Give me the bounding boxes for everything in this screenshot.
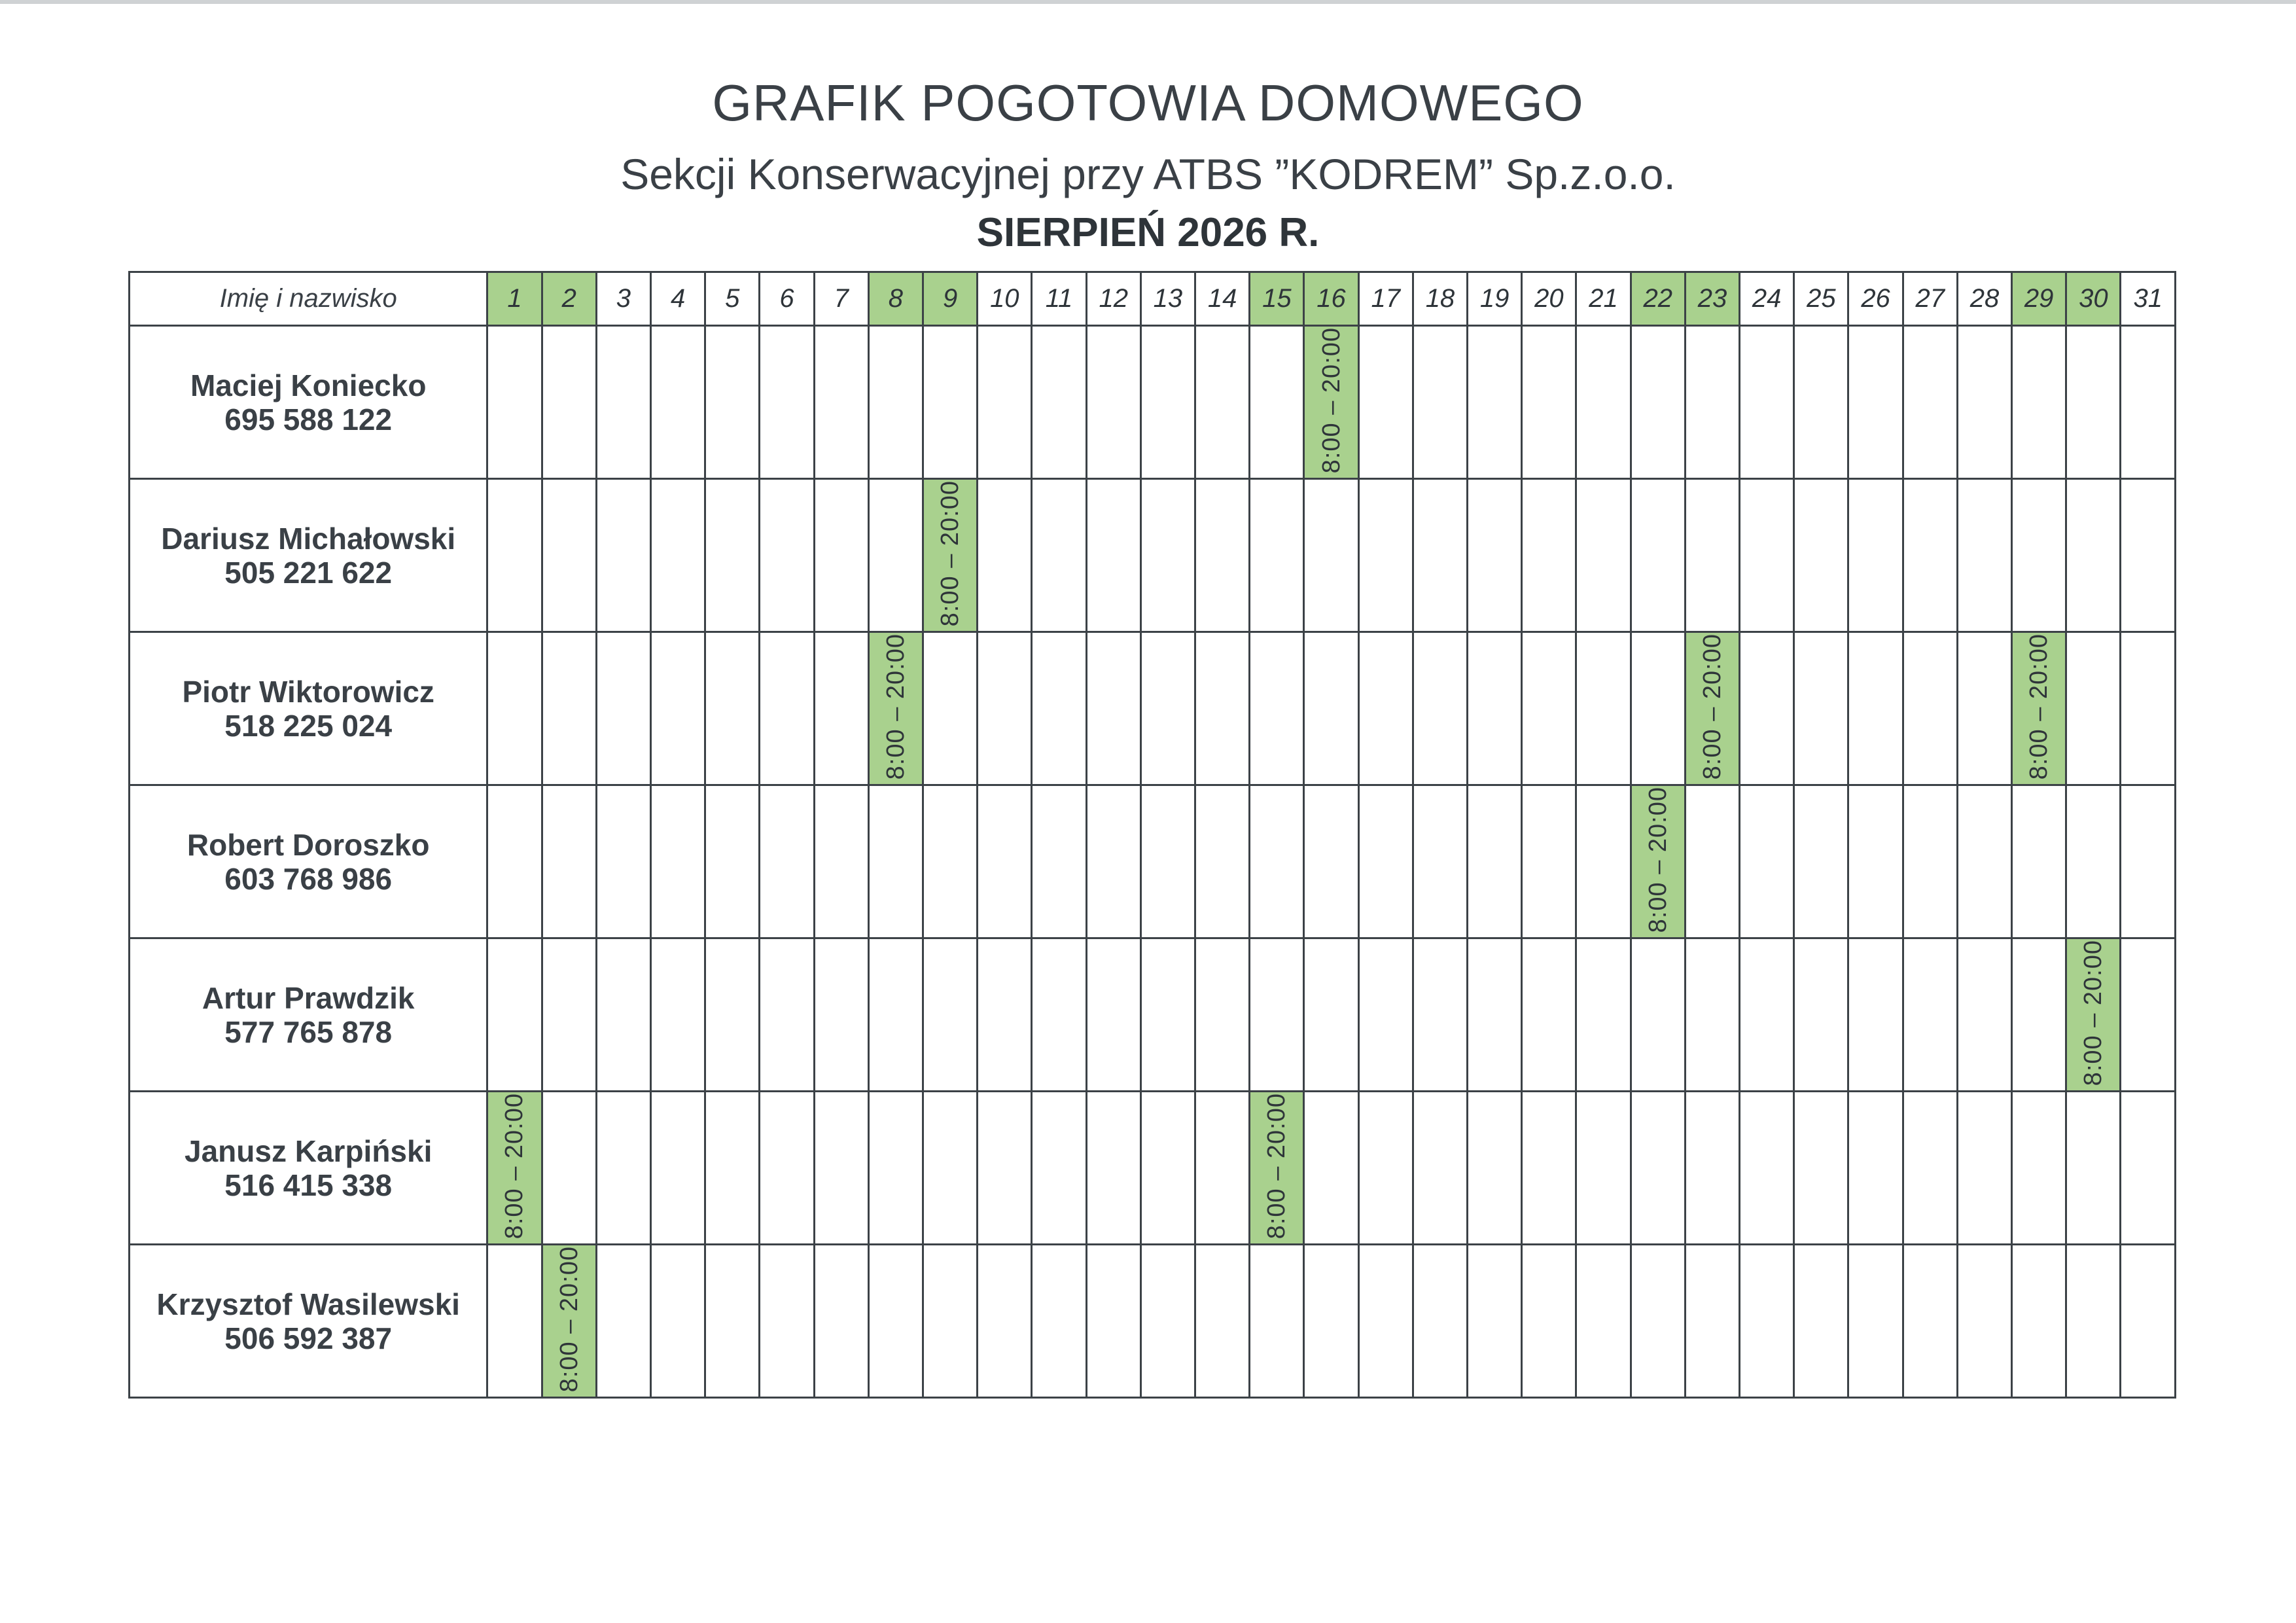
- day-cell: [760, 785, 814, 938]
- day-header-31: 31: [2121, 272, 2176, 326]
- day-cell: [1413, 326, 1467, 479]
- day-cell: [1358, 785, 1413, 938]
- day-cell: [1086, 785, 1140, 938]
- day-cell: [651, 632, 705, 785]
- person-name: Artur Prawdzik: [202, 980, 415, 1015]
- day-header-5: 5: [705, 272, 760, 326]
- page-top-border: [0, 0, 2296, 4]
- day-cell: [1740, 479, 1794, 632]
- day-cell: [542, 785, 596, 938]
- day-cell: [2066, 632, 2121, 785]
- day-header-7: 7: [814, 272, 868, 326]
- day-cell: [1358, 1092, 1413, 1245]
- person-phone: 505 221 622: [224, 555, 393, 590]
- day-cell: [814, 479, 868, 632]
- person-cell: [130, 785, 487, 938]
- day-cell: [1957, 1245, 2011, 1398]
- duty-cell: [2066, 938, 2121, 1092]
- day-cell: [1848, 785, 1903, 938]
- day-cell: [651, 785, 705, 938]
- day-cell: [2121, 1245, 2176, 1398]
- day-cell: [1631, 326, 1685, 479]
- day-cell: [978, 326, 1032, 479]
- day-cell: [1250, 938, 1304, 1092]
- day-cell: [1631, 479, 1685, 632]
- day-cell: [760, 326, 814, 479]
- day-cell: [1848, 1092, 1903, 1245]
- day-cell: [1032, 1245, 1086, 1398]
- table-row: [130, 1092, 2176, 1245]
- day-cell: [1794, 938, 1848, 1092]
- day-cell: [1304, 1092, 1358, 1245]
- day-cell: [814, 938, 868, 1092]
- day-header-17: 17: [1358, 272, 1413, 326]
- day-cell: [1032, 479, 1086, 632]
- duty-cell: [487, 1092, 542, 1245]
- day-cell: [2121, 938, 2176, 1092]
- person-phone: 518 225 024: [224, 708, 393, 743]
- day-cell: [1903, 326, 1957, 479]
- duty-hours: 8:00 – 20:00: [1263, 1093, 1291, 1240]
- day-cell: [1685, 1092, 1739, 1245]
- day-cell: [1468, 938, 1522, 1092]
- person-name: Dariusz Michałowski: [161, 521, 456, 556]
- duty-hours: 8:00 – 20:00: [501, 1093, 529, 1240]
- day-cell: [1848, 326, 1903, 479]
- day-cell: [1957, 632, 2011, 785]
- day-cell: [760, 632, 814, 785]
- day-cell: [1140, 1245, 1195, 1398]
- day-cell: [1903, 479, 1957, 632]
- day-header-3: 3: [596, 272, 650, 326]
- duty-hours: 8:00 – 20:00: [555, 1246, 583, 1393]
- day-cell: [1304, 632, 1358, 785]
- day-cell: [1957, 479, 2011, 632]
- day-cell: [1086, 1092, 1140, 1245]
- duty-cell: [542, 1245, 596, 1398]
- day-header-10: 10: [978, 272, 1032, 326]
- day-cell: [1032, 785, 1086, 938]
- day-cell: [760, 479, 814, 632]
- day-header-22: 22: [1631, 272, 1685, 326]
- day-cell: [487, 1245, 542, 1398]
- day-cell: [1848, 479, 1903, 632]
- day-cell: [868, 479, 923, 632]
- person-cell: [130, 1092, 487, 1245]
- day-cell: [1957, 938, 2011, 1092]
- day-cell: [814, 326, 868, 479]
- day-cell: [2066, 1092, 2121, 1245]
- person-cell: [130, 326, 487, 479]
- day-cell: [1140, 785, 1195, 938]
- day-cell: [978, 632, 1032, 785]
- day-cell: [2066, 1245, 2121, 1398]
- duty-hours: 8:00 – 20:00: [1317, 327, 1345, 474]
- duty-cell: [1631, 785, 1685, 938]
- day-cell: [760, 1245, 814, 1398]
- table-row: [130, 632, 2176, 785]
- day-cell: [1631, 1092, 1685, 1245]
- day-cell: [1522, 632, 1576, 785]
- day-cell: [1794, 479, 1848, 632]
- day-cell: [1957, 785, 2011, 938]
- day-cell: [1413, 938, 1467, 1092]
- day-cell: [1195, 785, 1250, 938]
- day-header-13: 13: [1140, 272, 1195, 326]
- header-row: [130, 272, 2176, 326]
- day-header-18: 18: [1413, 272, 1467, 326]
- day-cell: [1522, 1092, 1576, 1245]
- duty-cell: [1685, 632, 1739, 785]
- day-cell: [705, 785, 760, 938]
- day-header-27: 27: [1903, 272, 1957, 326]
- day-cell: [487, 632, 542, 785]
- day-cell: [542, 938, 596, 1092]
- day-cell: [1413, 1092, 1467, 1245]
- person-phone: 577 765 878: [224, 1014, 393, 1049]
- duty-hours: 8:00 – 20:00: [936, 480, 964, 627]
- day-header-23: 23: [1685, 272, 1739, 326]
- day-cell: [542, 632, 596, 785]
- day-cell: [1903, 1245, 1957, 1398]
- day-cell: [868, 938, 923, 1092]
- day-cell: [2012, 326, 2066, 479]
- day-cell: [2121, 479, 2176, 632]
- day-cell: [1032, 632, 1086, 785]
- day-cell: [1468, 785, 1522, 938]
- day-cell: [923, 632, 978, 785]
- day-cell: [978, 785, 1032, 938]
- day-cell: [2012, 1245, 2066, 1398]
- day-cell: [1468, 479, 1522, 632]
- duty-cell: [923, 479, 978, 632]
- day-cell: [1358, 326, 1413, 479]
- schedule-month: SIERPIEŃ 2026 R.: [976, 210, 1320, 255]
- day-cell: [596, 479, 650, 632]
- day-header-21: 21: [1576, 272, 1631, 326]
- person-name: Maciej Koniecko: [190, 368, 427, 402]
- day-cell: [705, 938, 760, 1092]
- schedule-body: [130, 326, 2176, 1398]
- person-cell: [130, 938, 487, 1092]
- table-row: [130, 938, 2176, 1092]
- duty-hours: 8:00 – 20:00: [1644, 787, 1672, 933]
- day-cell: [1195, 632, 1250, 785]
- day-cell: [1794, 785, 1848, 938]
- person-name: Krzysztof Wasilewski: [156, 1287, 460, 1321]
- day-cell: [1358, 479, 1413, 632]
- day-header-16: 16: [1304, 272, 1358, 326]
- day-cell: [542, 1092, 596, 1245]
- day-cell: [2121, 785, 2176, 938]
- day-cell: [1576, 785, 1631, 938]
- day-cell: [978, 479, 1032, 632]
- day-cell: [868, 326, 923, 479]
- day-cell: [705, 479, 760, 632]
- day-cell: [1848, 632, 1903, 785]
- table-row: [130, 1245, 2176, 1398]
- day-cell: [814, 785, 868, 938]
- day-cell: [705, 1092, 760, 1245]
- day-cell: [1086, 1245, 1140, 1398]
- day-header-6: 6: [760, 272, 814, 326]
- day-cell: [978, 1245, 1032, 1398]
- day-cell: [1957, 1092, 2011, 1245]
- day-cell: [814, 1245, 868, 1398]
- day-cell: [2121, 632, 2176, 785]
- day-cell: [923, 785, 978, 938]
- day-cell: [1685, 785, 1739, 938]
- page-subtitle: Sekcji Konserwacyjnej przy ATBS ”KODREM” Sp.z.o.o.: [620, 150, 1676, 198]
- day-cell: [1140, 479, 1195, 632]
- day-cell: [487, 326, 542, 479]
- day-cell: [487, 479, 542, 632]
- person-phone: 506 592 387: [224, 1321, 393, 1355]
- day-cell: [1250, 326, 1304, 479]
- day-cell: [1740, 938, 1794, 1092]
- day-cell: [923, 1245, 978, 1398]
- day-cell: [1140, 1092, 1195, 1245]
- duty-hours: 8:00 – 20:00: [2079, 940, 2108, 1086]
- day-cell: [2066, 326, 2121, 479]
- day-cell: [1576, 938, 1631, 1092]
- day-header-12: 12: [1086, 272, 1140, 326]
- day-header-24: 24: [1740, 272, 1794, 326]
- duty-cell: [2012, 632, 2066, 785]
- duty-schedule-table: [128, 271, 2176, 1399]
- day-cell: [760, 1092, 814, 1245]
- day-cell: [1304, 785, 1358, 938]
- day-cell: [1794, 1245, 1848, 1398]
- day-cell: [1522, 785, 1576, 938]
- day-header-9: 9: [923, 272, 978, 326]
- day-cell: [1468, 632, 1522, 785]
- day-cell: [1685, 479, 1739, 632]
- day-cell: [596, 1245, 650, 1398]
- person-name: Janusz Karpiński: [185, 1133, 433, 1168]
- day-cell: [2012, 938, 2066, 1092]
- day-cell: [2066, 785, 2121, 938]
- day-cell: [1413, 1245, 1467, 1398]
- day-header-20: 20: [1522, 272, 1576, 326]
- day-cell: [1032, 326, 1086, 479]
- day-cell: [596, 632, 650, 785]
- day-cell: [1304, 938, 1358, 1092]
- day-cell: [2121, 326, 2176, 479]
- day-cell: [814, 632, 868, 785]
- day-cell: [868, 1092, 923, 1245]
- day-cell: [1631, 938, 1685, 1092]
- day-cell: [1086, 938, 1140, 1092]
- person-cell: [130, 479, 487, 632]
- day-cell: [2012, 479, 2066, 632]
- day-header-30: 30: [2066, 272, 2121, 326]
- day-cell: [1903, 785, 1957, 938]
- day-cell: [1903, 938, 1957, 1092]
- day-cell: [1794, 326, 1848, 479]
- day-cell: [1740, 1092, 1794, 1245]
- duty-hours: 8:00 – 20:00: [2025, 633, 2053, 780]
- day-cell: [487, 938, 542, 1092]
- day-cell: [1086, 632, 1140, 785]
- day-cell: [1358, 1245, 1413, 1398]
- day-cell: [1794, 1092, 1848, 1245]
- day-cell: [651, 1245, 705, 1398]
- day-cell: [1903, 1092, 1957, 1245]
- day-cell: [1304, 1245, 1358, 1398]
- day-header-19: 19: [1468, 272, 1522, 326]
- day-cell: [1740, 326, 1794, 479]
- day-cell: [1358, 632, 1413, 785]
- day-cell: [1250, 632, 1304, 785]
- day-cell: [1140, 632, 1195, 785]
- day-cell: [651, 326, 705, 479]
- day-cell: [1522, 1245, 1576, 1398]
- day-cell: [1685, 938, 1739, 1092]
- day-cell: [1195, 938, 1250, 1092]
- person-name: Robert Doroszko: [186, 827, 430, 862]
- day-cell: [1304, 479, 1358, 632]
- day-cell: [1468, 326, 1522, 479]
- day-cell: [1631, 632, 1685, 785]
- day-cell: [1250, 785, 1304, 938]
- day-header-14: 14: [1195, 272, 1250, 326]
- day-header-2: 2: [542, 272, 596, 326]
- day-cell: [923, 1092, 978, 1245]
- day-header-8: 8: [868, 272, 923, 326]
- day-cell: [1685, 1245, 1739, 1398]
- duty-cell: [1250, 1092, 1304, 1245]
- duty-cell: [1304, 326, 1358, 479]
- day-cell: [542, 326, 596, 479]
- day-cell: [596, 1092, 650, 1245]
- day-header-1: 1: [487, 272, 542, 326]
- day-cell: [760, 938, 814, 1092]
- day-cell: [1195, 326, 1250, 479]
- day-cell: [1576, 632, 1631, 785]
- person-cell: [130, 632, 487, 785]
- day-cell: [487, 785, 542, 938]
- day-header-15: 15: [1250, 272, 1304, 326]
- day-header-25: 25: [1794, 272, 1848, 326]
- day-cell: [1903, 632, 1957, 785]
- day-cell: [2012, 1092, 2066, 1245]
- day-cell: [868, 1245, 923, 1398]
- person-name: Piotr Wiktorowicz: [182, 674, 434, 709]
- day-cell: [1250, 479, 1304, 632]
- day-cell: [1740, 1245, 1794, 1398]
- day-cell: [978, 1092, 1032, 1245]
- day-cell: [705, 632, 760, 785]
- day-cell: [1195, 1092, 1250, 1245]
- day-cell: [1522, 326, 1576, 479]
- day-header-4: 4: [651, 272, 705, 326]
- day-cell: [1848, 1245, 1903, 1398]
- duty-hours: 8:00 – 20:00: [881, 633, 910, 780]
- day-cell: [1032, 938, 1086, 1092]
- name-column-header: Imię i nazwisko: [130, 272, 487, 326]
- day-cell: [1086, 326, 1140, 479]
- day-cell: [1358, 938, 1413, 1092]
- day-cell: [1631, 1245, 1685, 1398]
- day-cell: [1576, 479, 1631, 632]
- day-cell: [705, 1245, 760, 1398]
- day-cell: [923, 326, 978, 479]
- day-cell: [651, 1092, 705, 1245]
- day-cell: [2066, 479, 2121, 632]
- page-title: GRAFIK POGOTOWIA DOMOWEGO: [712, 74, 1584, 132]
- day-cell: [814, 1092, 868, 1245]
- day-cell: [923, 938, 978, 1092]
- person-phone: 516 415 338: [224, 1168, 393, 1202]
- day-cell: [1522, 938, 1576, 1092]
- day-cell: [1468, 1245, 1522, 1398]
- day-header-28: 28: [1957, 272, 2011, 326]
- day-cell: [1140, 326, 1195, 479]
- table-row: [130, 785, 2176, 938]
- day-header-29: 29: [2012, 272, 2066, 326]
- day-cell: [868, 785, 923, 938]
- day-cell: [1576, 1245, 1631, 1398]
- day-cell: [1957, 326, 2011, 479]
- day-cell: [596, 785, 650, 938]
- day-cell: [1195, 479, 1250, 632]
- day-cell: [1794, 632, 1848, 785]
- day-cell: [1413, 785, 1467, 938]
- day-cell: [1413, 479, 1467, 632]
- day-cell: [542, 479, 596, 632]
- day-cell: [596, 326, 650, 479]
- day-cell: [1848, 938, 1903, 1092]
- day-cell: [1522, 479, 1576, 632]
- day-cell: [651, 938, 705, 1092]
- table-row: [130, 479, 2176, 632]
- day-cell: [2012, 785, 2066, 938]
- table-row: [130, 326, 2176, 479]
- day-cell: [1468, 1092, 1522, 1245]
- day-cell: [1413, 632, 1467, 785]
- day-cell: [1576, 1092, 1631, 1245]
- duty-hours: 8:00 – 20:00: [1698, 633, 1726, 780]
- duty-cell: [868, 632, 923, 785]
- person-cell: [130, 1245, 487, 1398]
- day-cell: [705, 326, 760, 479]
- day-cell: [1685, 326, 1739, 479]
- person-phone: 603 768 986: [224, 861, 393, 896]
- day-cell: [651, 479, 705, 632]
- day-cell: [978, 938, 1032, 1092]
- day-cell: [1086, 479, 1140, 632]
- person-phone: 695 588 122: [224, 402, 393, 437]
- day-header-11: 11: [1032, 272, 1086, 326]
- day-cell: [1140, 938, 1195, 1092]
- day-cell: [1195, 1245, 1250, 1398]
- day-cell: [2121, 1092, 2176, 1245]
- day-cell: [1740, 785, 1794, 938]
- day-cell: [1250, 1245, 1304, 1398]
- day-header-26: 26: [1848, 272, 1903, 326]
- day-cell: [1740, 632, 1794, 785]
- day-cell: [1576, 326, 1631, 479]
- day-cell: [1032, 1092, 1086, 1245]
- day-cell: [596, 938, 650, 1092]
